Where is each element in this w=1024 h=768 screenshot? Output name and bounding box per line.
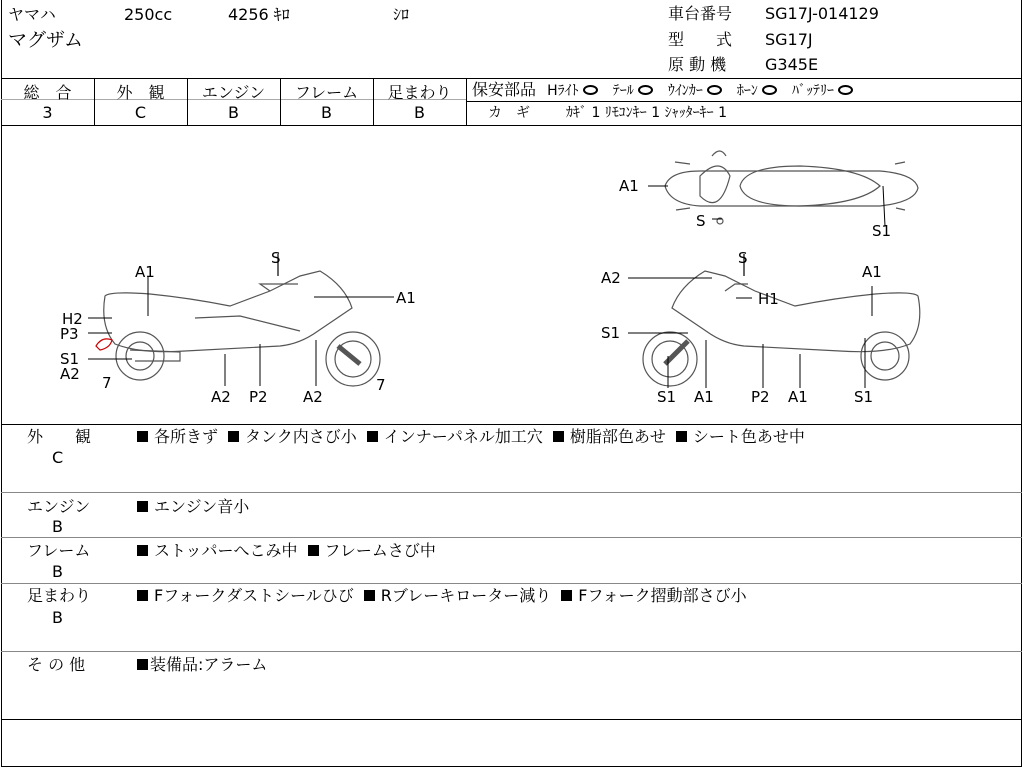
key-label: カ ギ [488, 105, 530, 121]
label-left-a2b: A2 [211, 388, 231, 406]
note-label-exterior: 外 観 [27, 427, 92, 446]
damage-diagram [0, 126, 1024, 424]
label-left-p2: P2 [249, 388, 268, 406]
ok-mark-icon [838, 85, 853, 95]
note-grade-engine: B [52, 517, 63, 536]
engine-value: G345E [765, 55, 819, 74]
note-items-suspension: Fフォークダストシールひび Rブレーキローター減り Fフォーク摺動部さび小 [137, 587, 757, 605]
engine-label: 原 動 機 [668, 55, 727, 74]
safety-label: 保安部品 [472, 80, 537, 99]
frame-no: SG17J-014129 [765, 4, 879, 23]
grade-label-exterior: 外 観 [116, 83, 165, 102]
type-label: 型 式 [668, 30, 733, 49]
model-name: マグザム [8, 29, 84, 51]
label-left-p3: P3 [60, 325, 79, 343]
displacement: 250cc [124, 5, 173, 24]
mileage: 4256 ｷﾛ [228, 5, 290, 24]
grade-value-overall: 3 [42, 103, 53, 122]
grade-value-frame: B [321, 103, 332, 122]
label-right-a1: A1 [862, 263, 882, 281]
label-right-s: S [738, 249, 748, 267]
ok-mark-icon [762, 85, 777, 95]
note-label-other: そ の 他 [27, 655, 86, 674]
label-left-h2: H2 [62, 310, 83, 328]
note-items-frame: ストッパーへこみ中 フレームさび中 [137, 542, 446, 560]
label-left-7b: 7 [376, 376, 386, 394]
label-left-s1: S1 [60, 350, 80, 368]
maker: ヤマハ [8, 5, 56, 24]
safety-parts [472, 81, 857, 100]
label-left-a2c: A2 [303, 388, 323, 406]
label-top-a1: A1 [619, 177, 639, 195]
label-top-s: S [696, 212, 706, 230]
grade-value-suspension: B [414, 103, 425, 122]
label-left-a2: A2 [60, 365, 80, 383]
grade-value-exterior: C [134, 103, 147, 122]
label-top-s1: S1 [872, 222, 892, 240]
note-items-engine: エンジン音小 [137, 498, 259, 516]
type-value: SG17J [765, 30, 813, 49]
note-grade-exterior: C [52, 448, 64, 467]
label-right-p2: P2 [751, 388, 770, 406]
label-left-a1b: A1 [396, 289, 416, 307]
safety-item-horn: ﾎｰﾝ [736, 83, 758, 99]
label-right-s1c: S1 [854, 388, 874, 406]
grade-value-engine: B [228, 103, 239, 122]
ok-mark-icon [707, 85, 722, 95]
grade-label-engine: エンジン [201, 83, 266, 102]
note-items-other: 装備品:アラーム [137, 656, 277, 674]
safety-item-winker: ｳｲﾝｶｰ [667, 83, 703, 99]
safety-item-battery: ﾊﾞｯﾃﾘｰ [792, 83, 835, 99]
grade-label-frame: フレーム [294, 83, 359, 102]
label-right-s1: S1 [601, 324, 621, 342]
key-list: ｶｷﾞ 1 ﾘﾓｺﾝｷｰ 1 ｼｬｯﾀｰｷｰ 1 [566, 105, 727, 121]
label-right-a1c: A1 [788, 388, 808, 406]
note-label-suspension: 足まわり [27, 586, 92, 605]
note-grade-suspension: B [52, 608, 63, 627]
note-label-engine: エンジン [27, 497, 91, 516]
grade-label-overall: 総 合 [23, 83, 72, 102]
color: ｼﾛ [393, 5, 410, 24]
ok-mark-icon [583, 85, 598, 95]
label-left-a1: A1 [135, 263, 155, 281]
label-left-7a: 7 [102, 374, 112, 392]
grade-label-suspension: 足まわり [387, 83, 452, 102]
label-left-s: S [271, 249, 281, 267]
label-right-a1b: A1 [694, 388, 714, 406]
label-right-a2: A2 [601, 269, 621, 287]
safety-item-tail: ﾃｰﾙ [612, 83, 634, 99]
note-label-frame: フレーム [27, 541, 91, 560]
note-items-exterior: 各所きず タンク内さび小 インナーパネル加工穴 樹脂部色あせ シート色あせ中 [137, 428, 815, 446]
note-grade-frame: B [52, 562, 63, 581]
frame-no-label: 車台番号 [668, 4, 733, 23]
safety-item-headlight: Hﾗｲﾄ [547, 83, 579, 99]
label-right-s1b: S1 [657, 388, 677, 406]
label-right-h1: H1 [758, 290, 779, 308]
ok-mark-icon [638, 85, 653, 95]
